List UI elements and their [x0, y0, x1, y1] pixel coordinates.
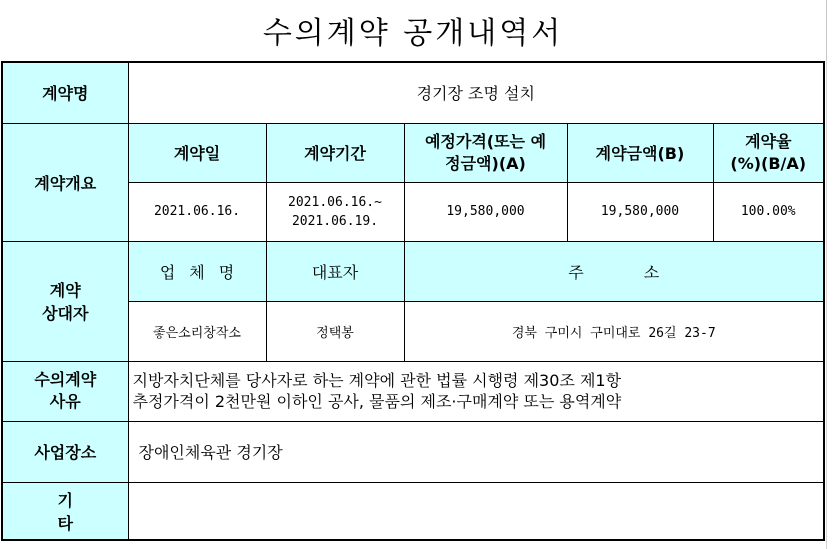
value-contract-period [266, 182, 404, 241]
header-contract-rate-line2: (%)(B/A) [730, 153, 807, 173]
header-contract-rate [713, 123, 824, 182]
header-contract-period: 계약기간 [266, 123, 404, 182]
header-estimated-price-line2: 정금액)(A) [445, 153, 526, 173]
reason-line2: 추정가격이 2천만원 이하인 공사, 물품의 제조·구매계약 또는 용역계약 [132, 392, 622, 411]
value-representative: 정택봉 [266, 301, 404, 361]
value-estimated-price: 19,580,000 [404, 182, 567, 241]
document-title: 수의계약 공개내역서 [0, 0, 827, 60]
row-contract-name [2, 62, 824, 123]
value-contract-rate: 100.00% [713, 182, 824, 241]
counterparty-label-line2: 상대자 [42, 304, 89, 323]
row-etc [2, 482, 824, 540]
value-contract-period-end: 2021.06.19. [291, 213, 379, 229]
value-contract-date: 2021.06.16. [128, 182, 266, 241]
etc-label: 기타 [2, 482, 128, 540]
header-estimated-price-line1: 예정가격(또는 예 [424, 131, 547, 151]
row-counterparty-headers [2, 241, 824, 301]
site-value: 장애인체육관 경기장 [128, 421, 824, 482]
header-contract-amount: 계약금액(B) [567, 123, 713, 182]
overview-label: 계약개요 [2, 123, 128, 241]
row-overview-headers [2, 123, 824, 182]
header-company-name: 업체명 [128, 241, 266, 301]
contract-name-label: 계약명 [2, 62, 128, 123]
header-estimated-price [404, 123, 567, 182]
reason-label-line1: 수의계약 [34, 370, 97, 389]
contract-name-value: 경기장 조명 설치 [128, 62, 824, 123]
value-contract-amount: 19,580,000 [567, 182, 713, 241]
reason-line1: 지방자치단체를 당사자로 하는 계약에 관한 법률 시행령 제30조 제1항 [132, 371, 622, 390]
row-reason [2, 361, 824, 421]
sheet-gridline [826, 0, 827, 549]
header-contract-date: 계약일 [128, 123, 266, 182]
reason-label-line2: 사유 [49, 392, 81, 411]
contract-table [1, 61, 825, 541]
value-address: 경북 구미시 구미대로 26길 23-7 [404, 301, 824, 361]
reason-label [2, 361, 128, 421]
site-label: 사업장소 [2, 421, 128, 482]
value-company-name: 좋은소리창작소 [128, 301, 266, 361]
counterparty-label [2, 241, 128, 361]
header-representative: 대표자 [266, 241, 404, 301]
counterparty-label-line1: 계약 [49, 281, 81, 300]
header-contract-rate-line1: 계약율 [745, 131, 792, 151]
header-address: 주소 [404, 241, 824, 301]
reason-value [128, 361, 824, 421]
etc-value [128, 482, 824, 540]
row-site [2, 421, 824, 482]
value-contract-period-start: 2021.06.16.~ [288, 194, 382, 210]
